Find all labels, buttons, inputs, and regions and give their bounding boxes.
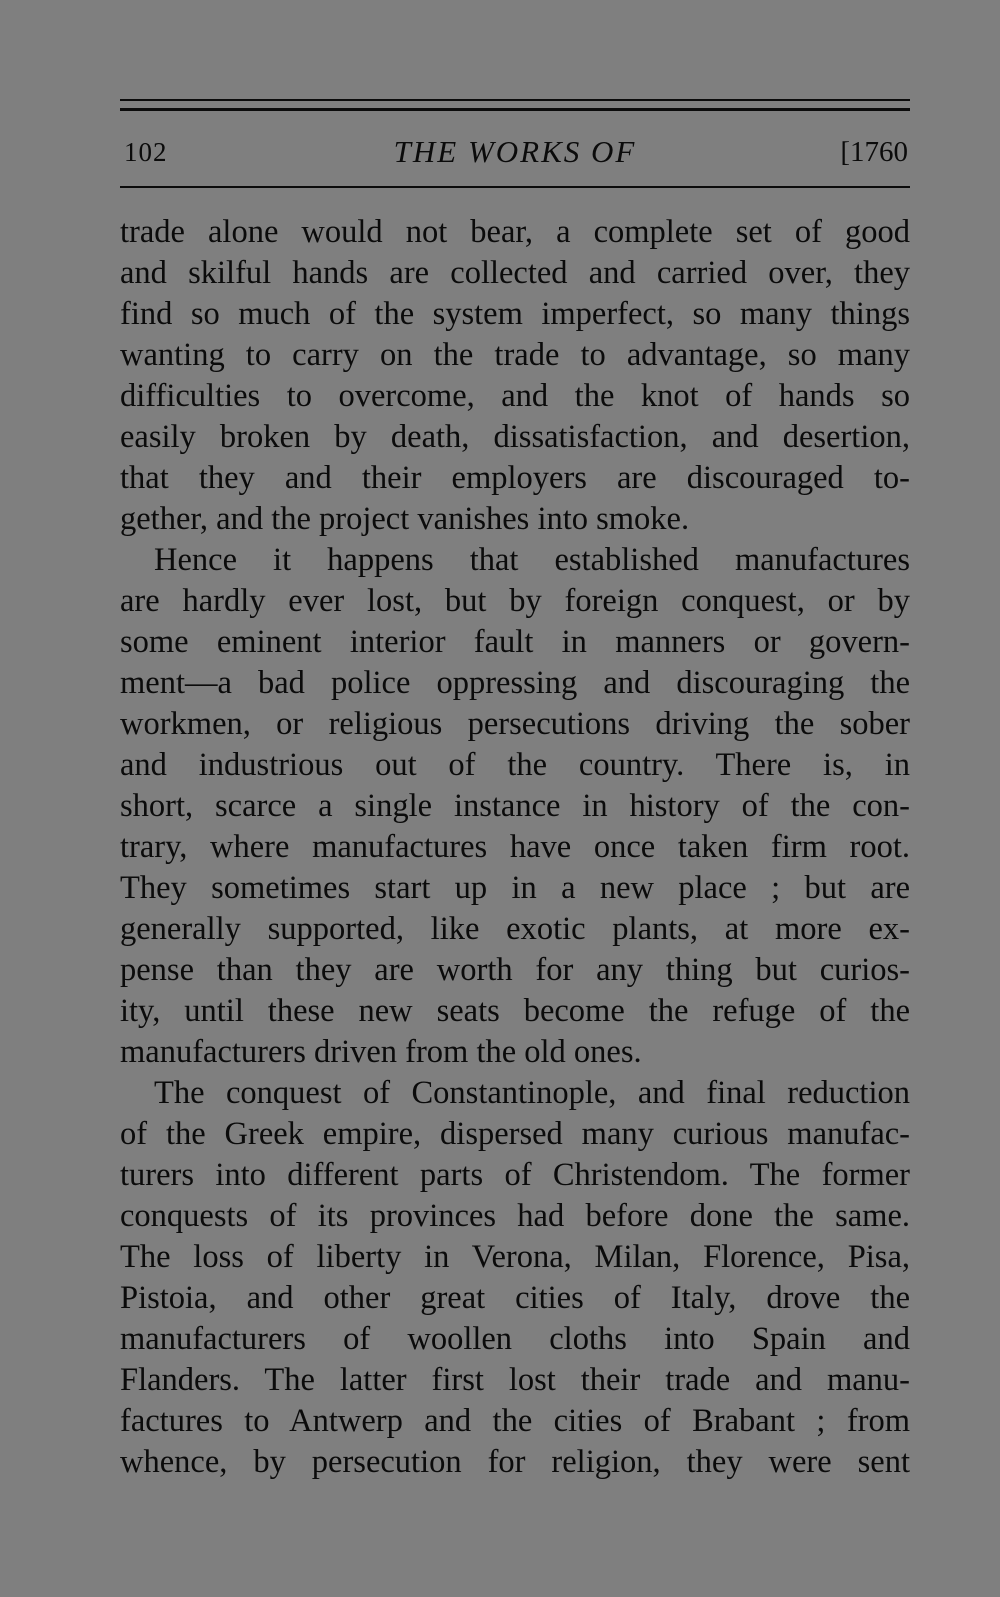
page-number: 102	[124, 137, 168, 167]
top-rule	[120, 99, 910, 101]
running-title: THE WORKS OF	[393, 134, 637, 169]
text-line: gether, and the project vanishes into smoke.	[120, 501, 690, 537]
text-line: conquests of its provinces had before done the same.	[120, 1198, 910, 1234]
text-line: trary, where manufactures have once taken firm root.	[120, 829, 910, 865]
text-line: whence, by persecution for religion, they were sent	[120, 1444, 910, 1480]
text-line: Pistoia, and other great cities of Italy, drove the	[120, 1280, 910, 1316]
text-line: wanting to carry on the trade to advantage, so many	[120, 337, 910, 373]
body-text	[120, 212, 910, 1483]
text-line: manufacturers driven from the old ones.	[120, 1034, 642, 1070]
running-head	[120, 130, 910, 174]
text-line: ment—a bad police oppressing and discouraging the	[120, 665, 910, 701]
text-line: generally supported, like exotic plants, at more ex-	[120, 911, 910, 947]
text-line: that they and their employers are discouraged to-	[120, 460, 910, 496]
text-line: workmen, or religious persecutions driving the sober	[120, 706, 910, 742]
text-line: of the Greek empire, dispersed many curious manufac-	[120, 1116, 910, 1152]
text-line: factures to Antwerp and the cities of Brabant ; from	[120, 1403, 910, 1439]
text-line: easily broken by death, dissatisfaction, and desertion,	[120, 419, 910, 455]
header-rule	[120, 186, 910, 188]
text-line: The loss of liberty in Verona, Milan, Florence, Pisa,	[120, 1239, 910, 1275]
text-line: difficulties to overcome, and the knot of hands so	[120, 378, 910, 414]
text-line: and skilful hands are collected and carried over, they	[120, 255, 910, 291]
text-line: Flanders. The latter first lost their trade and manu-	[120, 1362, 910, 1398]
text-line: trade alone would not bear, a complete set of good	[120, 214, 910, 250]
text-line: are hardly ever lost, but by foreign conquest, or by	[120, 583, 910, 619]
text-line: some eminent interior fault in manners or govern-	[120, 624, 910, 660]
text-line: The conquest of Constantinople, and final reduction	[154, 1075, 910, 1111]
text-line: pense than they are worth for any thing but curios-	[120, 952, 910, 988]
text-line: find so much of the system imperfect, so many things	[120, 296, 910, 332]
text-line: manufacturers of woollen cloths into Spain and	[120, 1321, 910, 1357]
text-line: ity, until these new seats become the refuge of the	[120, 993, 910, 1029]
text-line: and industrious out of the country. There is, in	[120, 747, 910, 783]
year-marker: [1760	[840, 136, 908, 168]
top-rule-thick	[120, 108, 910, 111]
text-line: They sometimes start up in a new place ; but are	[120, 870, 910, 906]
text-line: Hence it happens that established manufactures	[154, 542, 910, 578]
text-line: short, scarce a single instance in history of the con-	[120, 788, 910, 824]
text-line: turers into different parts of Christendom. The former	[120, 1157, 910, 1193]
